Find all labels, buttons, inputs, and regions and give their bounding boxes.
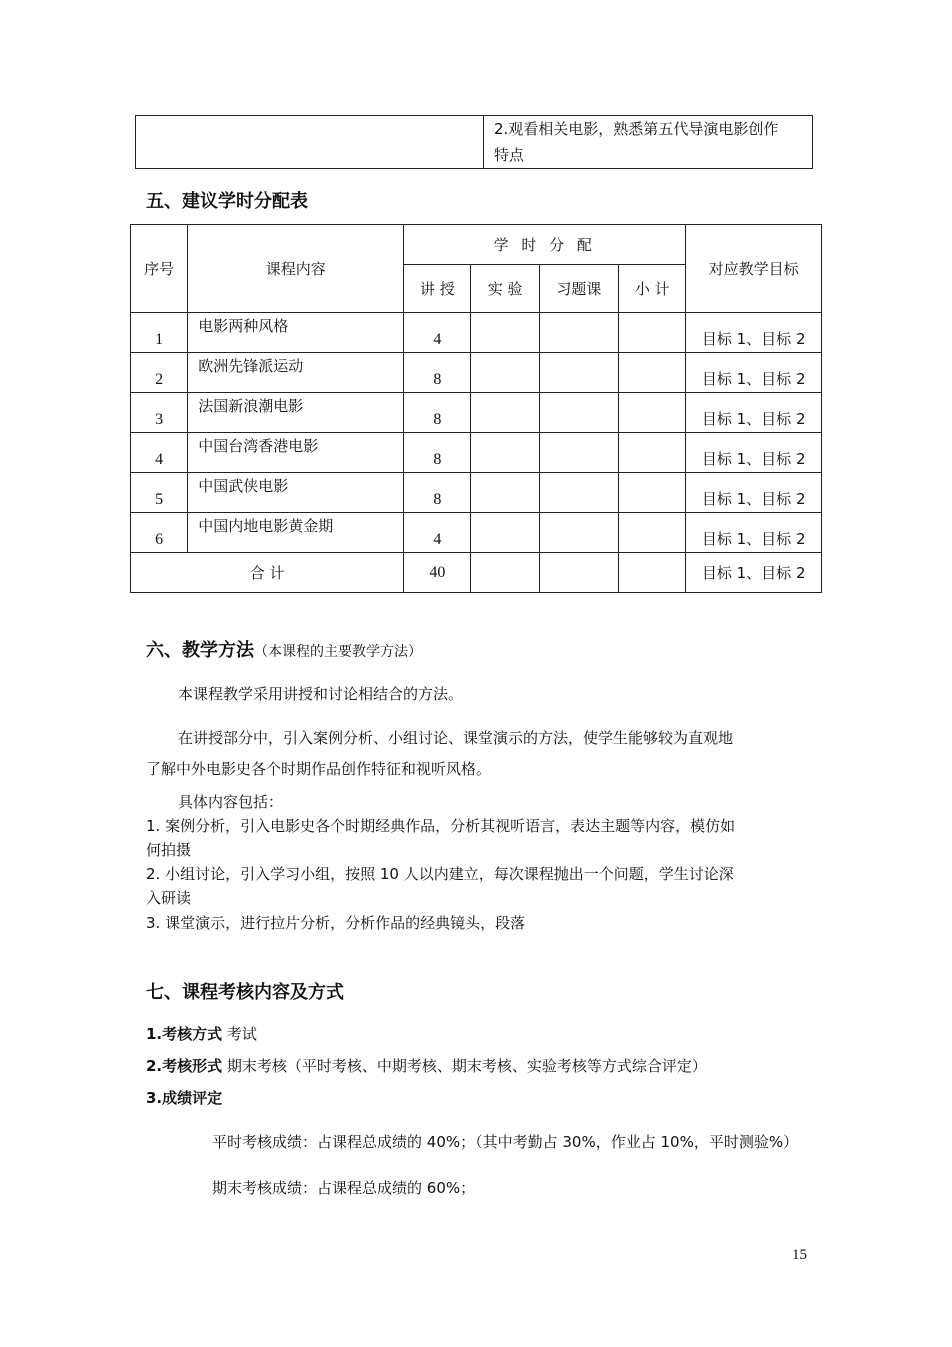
row-subtotal (619, 433, 686, 473)
section6-p1: 本课程教学采用讲授和讨论相结合的方法。 (178, 685, 464, 703)
assessment-method (146, 1022, 257, 1046)
section6-subtitle: （本课程的主要教学方法） (254, 644, 422, 660)
row-goal: 目标 1、目标 2 (686, 313, 822, 353)
row-exercise (539, 313, 618, 353)
grading-label (146, 1086, 222, 1110)
total-goal: 目标 1、目标 2 (686, 553, 822, 593)
section6-item1a: 1. 案例分析，引入电影史各个时期经典作品，分析其视听语言，表达主题等内容，模仿如 (146, 817, 736, 835)
hours-table (130, 224, 822, 593)
row-content: 中国内地电影黄金期 (188, 513, 404, 553)
row-index: 4 (131, 433, 188, 473)
row-index: 2 (131, 353, 188, 393)
header-index: 序号 (131, 225, 188, 313)
assessment-form-value: 期末考核（平时考核、中期考核、期末考核、实验考核等方式综合评定） (226, 1057, 707, 1075)
header-subtotal: 小 计 (619, 265, 686, 313)
row-exercise (539, 513, 618, 553)
grading-label-text: 3.成绩评定 (146, 1089, 223, 1107)
continuation-line-1: 2.观看相关电影，熟悉第五代导演电影创作 (494, 120, 779, 138)
header-goal: 对应教学目标 (686, 225, 822, 313)
table-row (131, 393, 822, 433)
header-experiment: 实 验 (471, 265, 539, 313)
row-experiment (471, 473, 539, 513)
row-content: 中国武侠电影 (188, 473, 404, 513)
table-row (131, 353, 822, 393)
row-goal: 目标 1、目标 2 (686, 433, 822, 473)
page-number: 15 (792, 1247, 807, 1263)
row-goal: 目标 1、目标 2 (686, 393, 822, 433)
row-subtotal (619, 473, 686, 513)
row-exercise (539, 433, 618, 473)
header-content: 课程内容 (188, 225, 404, 313)
header-lecture: 讲 授 (404, 265, 471, 313)
section6-item2b: 入研读 (146, 889, 192, 907)
row-exercise (539, 353, 618, 393)
table-row (131, 433, 822, 473)
total-label: 合 计 (131, 553, 404, 593)
row-content: 欧洲先锋派运动 (188, 353, 404, 393)
row-subtotal (619, 513, 686, 553)
row-content: 中国台湾香港电影 (188, 433, 404, 473)
total-subtotal (619, 553, 686, 593)
assessment-form-label: 2.考核形式 (146, 1057, 223, 1075)
row-experiment (471, 513, 539, 553)
continuation-right-cell (484, 116, 813, 169)
grading-regular: 平时考核成绩：占课程总成绩的 40%；（其中考勤占 30%，作业占 10%，平时测验%） (212, 1133, 799, 1151)
row-index: 5 (131, 473, 188, 513)
table-row (131, 473, 822, 513)
assessment-form (146, 1054, 707, 1078)
row-goal: 目标 1、目标 2 (686, 513, 822, 553)
section6-item1b: 何拍摄 (146, 841, 192, 859)
section7-title: 七、课程考核内容及方式 (146, 982, 344, 1003)
table-row (131, 513, 822, 553)
section6-item3: 3. 课堂演示，进行拉片分析，分析作品的经典镜头，段落 (146, 914, 526, 932)
row-lecture: 8 (404, 353, 471, 393)
section6-p2b: 了解中外电影史各个时期作品创作特征和视听风格。 (146, 760, 492, 778)
section6-title: 六、教学方法 (146, 640, 254, 661)
header-exercise: 习题课 (539, 265, 618, 313)
section6-heading (146, 636, 422, 662)
row-index: 1 (131, 313, 188, 353)
total-exercise (539, 553, 618, 593)
row-lecture: 8 (404, 393, 471, 433)
row-content: 法国新浪潮电影 (188, 393, 404, 433)
section6-p3: 具体内容包括： (178, 793, 284, 811)
row-goal: 目标 1、目标 2 (686, 353, 822, 393)
assessment-method-value: 考试 (226, 1025, 257, 1043)
row-experiment (471, 313, 539, 353)
row-exercise (539, 393, 618, 433)
total-experiment (471, 553, 539, 593)
row-lecture: 4 (404, 513, 471, 553)
row-lecture: 8 (404, 473, 471, 513)
row-experiment (471, 353, 539, 393)
table-row (131, 313, 822, 353)
row-subtotal (619, 313, 686, 353)
row-experiment (471, 393, 539, 433)
row-index: 3 (131, 393, 188, 433)
continuation-table (135, 115, 813, 169)
row-lecture: 8 (404, 433, 471, 473)
grading-final: 期末考核成绩：占课程总成绩的 60%； (212, 1179, 476, 1197)
row-exercise (539, 473, 618, 513)
section6-item2a: 2. 小组讨论，引入学习小组，按照 10 人以内建立，每次课程抛出一个问题，学生讨论深 (146, 865, 734, 883)
row-goal: 目标 1、目标 2 (686, 473, 822, 513)
row-content: 电影两种风格 (188, 313, 404, 353)
header-hours: 学 时 分 配 (404, 225, 686, 265)
row-subtotal (619, 393, 686, 433)
row-lecture: 4 (404, 313, 471, 353)
assessment-method-label: 1.考核方式 (146, 1025, 223, 1043)
row-subtotal (619, 353, 686, 393)
section5-title: 五、建议学时分配表 (146, 191, 308, 212)
section6-p2a: 在讲授部分中，引入案例分析、小组讨论、课堂演示的方法，使学生能够较为直观地 (178, 729, 734, 747)
row-experiment (471, 433, 539, 473)
continuation-line-2: 特点 (494, 146, 525, 164)
continuation-left-cell (136, 116, 484, 169)
row-index: 6 (131, 513, 188, 553)
total-lecture: 40 (404, 553, 471, 593)
